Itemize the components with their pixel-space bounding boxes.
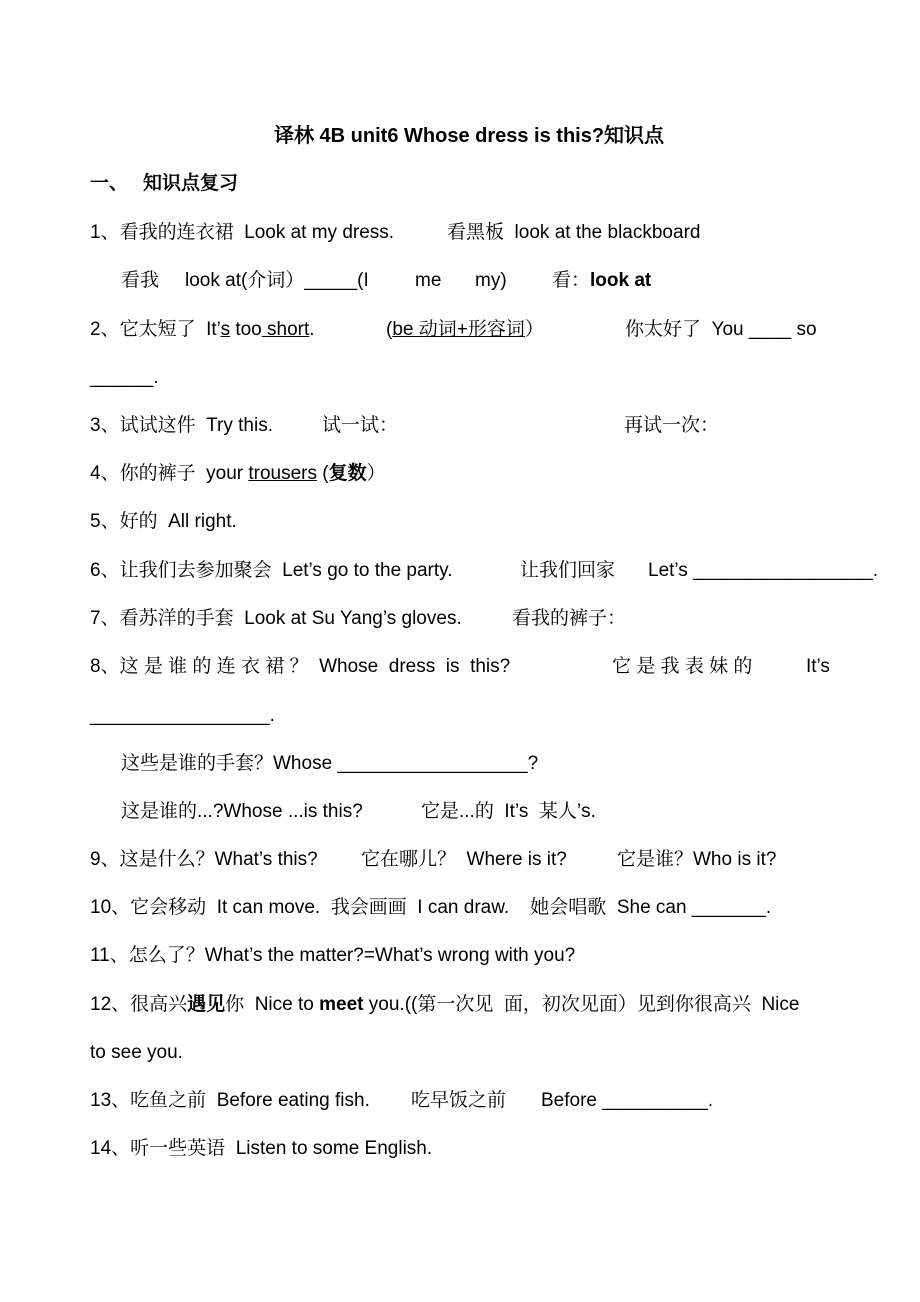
item-12-part-c: 你 Nice to bbox=[225, 994, 320, 1015]
item-12-part-a: 12、很高兴 bbox=[90, 994, 188, 1015]
item-1b-me: me bbox=[415, 270, 442, 291]
item-6-text: 6、让我们去参加聚会 Let’s go to the party. bbox=[90, 560, 453, 581]
item-9-where: 它在哪儿？ Where is it? bbox=[361, 849, 567, 870]
item-7-text: 7、看苏洋的手套 Look at Su Yang’s gloves. bbox=[90, 608, 462, 629]
item-9-text: 9、这是什么？What’s this? bbox=[90, 849, 318, 870]
item-2-s: s bbox=[220, 319, 231, 340]
item-2-note bbox=[386, 318, 544, 342]
item-2-too: too bbox=[230, 319, 262, 340]
item-1b-label: 看我 bbox=[121, 270, 160, 291]
section-number: 一、 bbox=[90, 173, 129, 194]
document-title: 译林 4B unit6 Whose dress is this?知识点 bbox=[274, 125, 665, 147]
item-6-home: 让我们回家 bbox=[520, 560, 616, 581]
item-3-text: 3、试试这件 Try this. bbox=[90, 415, 273, 436]
item-8-blank: _________________. bbox=[90, 705, 275, 726]
item-1b-see-label: 看： bbox=[552, 270, 591, 291]
item-3-again: 再试一次： bbox=[624, 415, 720, 436]
item-12-part-e: you.((第一次见 面，初次见面）见到你很高兴 Nice bbox=[363, 994, 800, 1015]
item-4-text bbox=[90, 462, 386, 486]
item-2-short: short bbox=[261, 319, 310, 340]
section-heading: 知识点复习 bbox=[143, 173, 239, 194]
item-7-extra: 看我的裤子： bbox=[512, 608, 627, 629]
item-2-extra: 你太好了 You ____ so bbox=[625, 319, 817, 340]
item-2-note-be: be 动词+形容词 bbox=[392, 319, 525, 340]
item-1b-my: my) bbox=[475, 270, 507, 291]
item-2-blank: ______. bbox=[90, 367, 159, 388]
item-9-who: 它是谁？Who is it? bbox=[617, 849, 777, 870]
item-4-plural: 复数 bbox=[328, 463, 367, 484]
item-2-note-close: ） bbox=[524, 319, 544, 340]
item-11-text: 11、怎么了？What’s the matter?=What’s wrong with you? bbox=[90, 945, 576, 966]
item-5-text: 5、好的 All right. bbox=[90, 511, 237, 532]
item-4-open: ( bbox=[317, 463, 329, 484]
item-8-pattern: 这是谁的...?Whose ...is this? bbox=[121, 801, 363, 822]
item-10-text: 10、它会移动 It can move. 我会画画 I can draw. 她会唱歌 She can _______. bbox=[90, 897, 772, 918]
item-1b-see bbox=[552, 269, 651, 293]
item-3-try: 试一试： bbox=[322, 415, 399, 436]
item-1b-look-at: look at bbox=[590, 270, 652, 291]
item-14-text: 14、听一些英语 Listen to some English. bbox=[90, 1138, 433, 1159]
item-2-note-open: ( bbox=[386, 319, 393, 340]
item-8-text: 8、这 是 谁 的 连 衣 裙 ？ Whose dress is this? bbox=[90, 656, 511, 677]
item-8-pattern-answer: 它是...的 It’s 某人’s. bbox=[421, 801, 596, 822]
item-8-cousin: 它 是 我 表 妹 的 bbox=[612, 656, 753, 677]
item-12-meet: meet bbox=[319, 994, 364, 1015]
item-12-text bbox=[90, 993, 799, 1017]
item-4-part-a: 4、你的裤子 your bbox=[90, 463, 249, 484]
item-8-gloves: 这些是谁的手套？Whose __________________? bbox=[121, 753, 539, 774]
item-13-breakfast: 吃早饭之前 bbox=[411, 1090, 507, 1111]
item-12-meet-cn: 遇见 bbox=[187, 994, 226, 1015]
item-1-extra: 看黑板 look at the blackboard bbox=[447, 222, 701, 243]
item-12-continued: to see you. bbox=[90, 1042, 183, 1063]
item-2-period: . bbox=[309, 319, 315, 340]
item-13-blank: Before __________. bbox=[541, 1090, 714, 1111]
item-2-text bbox=[90, 318, 315, 342]
item-4-close: ） bbox=[366, 463, 386, 484]
item-1-text: 1、看我的连衣裙 Look at my dress. bbox=[90, 222, 395, 243]
item-8-its: It’s bbox=[806, 656, 830, 677]
item-4-trousers: trousers bbox=[248, 463, 318, 484]
item-6-blank: Let’s _________________. bbox=[648, 560, 878, 581]
item-13-text: 13、吃鱼之前 Before eating fish. bbox=[90, 1090, 370, 1111]
item-1b-blank: look at(介词）_____(I bbox=[185, 270, 369, 291]
item-2-part-a: 2、它太短了 It’ bbox=[90, 319, 221, 340]
